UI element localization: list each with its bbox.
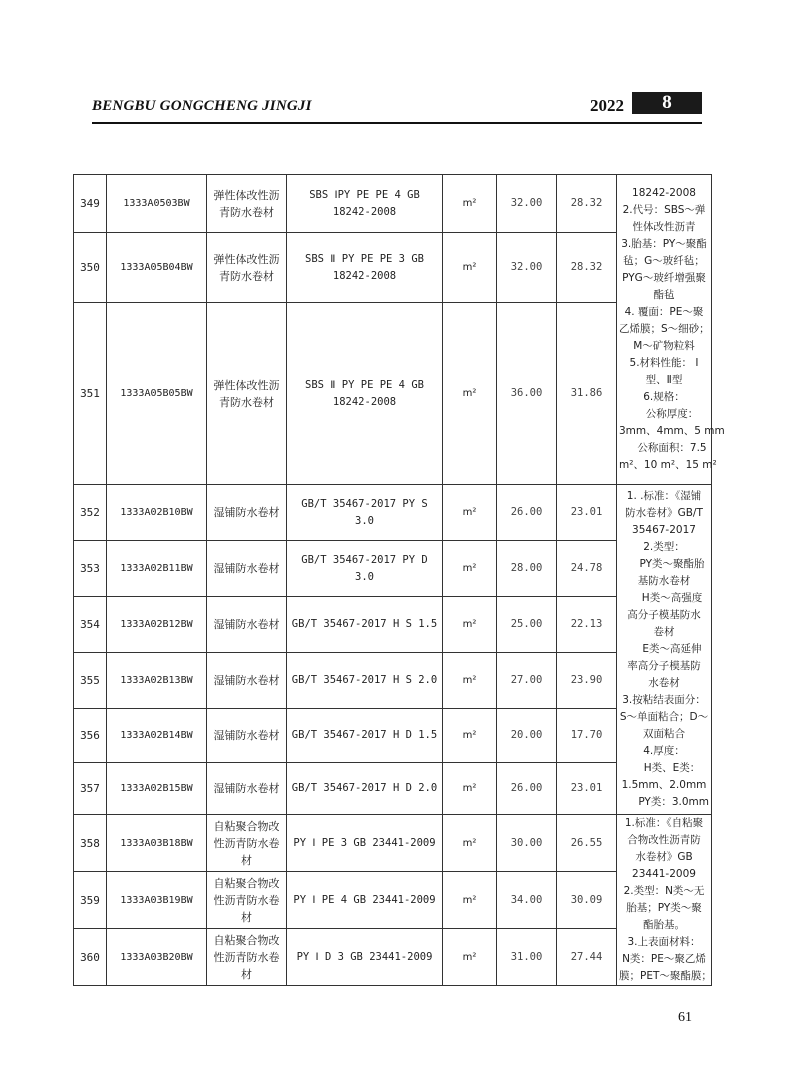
- item-name: 自粘聚合物改性沥青防水卷材: [207, 815, 287, 872]
- item-spec: GB/T 35467-2017 H S 1.5: [287, 597, 443, 653]
- table-row: [74, 175, 712, 233]
- price-excl-tax: 24.78: [557, 541, 617, 597]
- table-row: [74, 653, 712, 709]
- row-number: 354: [74, 597, 107, 653]
- item-spec: GB/T 35467-2017 H D 2.0: [287, 763, 443, 815]
- remark-line: 2.代号：SBS～弹: [622, 204, 706, 216]
- remark-line: H类～高强度: [641, 592, 703, 604]
- item-name: 弹性体改性沥青防水卷材: [207, 303, 287, 485]
- item-code: 1333A03B20BW: [107, 929, 207, 986]
- row-number: 358: [74, 815, 107, 872]
- remarks-sbs: [617, 175, 725, 485]
- item-code: 1333A05B05BW: [107, 303, 207, 485]
- price-incl-tax: 26.00: [497, 485, 557, 541]
- remarks-wet: [617, 485, 712, 815]
- remark-line: S～单面粘合；D～: [619, 711, 709, 723]
- remark-line: 5.材料性能： Ⅰ: [629, 357, 699, 369]
- item-spec: GB/T 35467-2017 PY S 3.0: [287, 485, 443, 541]
- remark-line: 3.上表面材料：: [627, 936, 701, 948]
- unit: m²: [443, 175, 497, 233]
- item-name: 自粘聚合物改性沥青防水卷材: [207, 929, 287, 986]
- table-row: [74, 709, 712, 763]
- item-code: 1333A02B15BW: [107, 763, 207, 815]
- remark-line: 酯胎基。: [643, 919, 685, 931]
- row-number: 355: [74, 653, 107, 709]
- remark-line: M～矿物粒料: [633, 340, 695, 352]
- item-spec: PY Ⅰ PE 3 GB 23441-2009: [287, 815, 443, 872]
- unit: m²: [443, 233, 497, 303]
- remark-line: 防水卷材》GB/T: [625, 507, 703, 519]
- remark-line: 1.5mm、2.0mm: [621, 779, 707, 791]
- item-name: 自粘聚合物改性沥青防水卷材: [207, 872, 287, 929]
- row-number: 357: [74, 763, 107, 815]
- running-header: [92, 92, 702, 122]
- price-incl-tax: 31.00: [497, 929, 557, 986]
- price-incl-tax: 26.00: [497, 763, 557, 815]
- remark-line: 酯毡: [653, 289, 675, 301]
- item-code: 1333A03B19BW: [107, 872, 207, 929]
- unit: m²: [443, 709, 497, 763]
- row-number: 351: [74, 303, 107, 485]
- remark-line: 公称厚度：: [645, 408, 699, 420]
- item-code: 1333A03B18BW: [107, 815, 207, 872]
- table-row: [74, 763, 712, 815]
- unit: m²: [443, 541, 497, 597]
- remark-line: 率高分子模基防: [627, 660, 701, 672]
- item-code: 1333A0503BW: [107, 175, 207, 233]
- row-number: 356: [74, 709, 107, 763]
- item-code: 1333A02B12BW: [107, 597, 207, 653]
- remark-line: 乙烯膜；S～细砂；: [619, 323, 710, 335]
- price-excl-tax: 26.55: [557, 815, 617, 872]
- item-spec: SBS ⅠPY PE PE 4 GB 18242-2008: [287, 175, 443, 233]
- price-excl-tax: 23.01: [557, 485, 617, 541]
- remark-line: 基防水卷材: [637, 575, 691, 587]
- item-spec: GB/T 35467-2017 H D 1.5: [287, 709, 443, 763]
- table-row: [74, 233, 712, 303]
- item-name: 湿铺防水卷材: [207, 485, 287, 541]
- remark-line: 3mm、4mm、5 mm: [619, 425, 725, 437]
- item-name: 湿铺防水卷材: [207, 541, 287, 597]
- remark-line: 23441-2009: [632, 868, 696, 880]
- item-name: 弹性体改性沥青防水卷材: [207, 175, 287, 233]
- remark-line: 3.按粘结表面分：: [622, 694, 706, 706]
- remark-line: m²、10 m²、15 m²: [619, 459, 717, 471]
- remark-line: 高分子模基防水: [627, 609, 701, 621]
- remark-line: 合物改性沥青防: [627, 834, 701, 846]
- row-number: 352: [74, 485, 107, 541]
- remark-line: 水卷材》GB: [635, 851, 693, 863]
- price-incl-tax: 36.00: [497, 303, 557, 485]
- remark-line: H类、E类：: [643, 762, 701, 774]
- item-name: 湿铺防水卷材: [207, 763, 287, 815]
- header-rule: [92, 122, 702, 124]
- remark-line: 3.胎基：PY～聚酯: [621, 238, 707, 250]
- item-code: 1333A02B13BW: [107, 653, 207, 709]
- issue-year: 2022: [590, 96, 624, 115]
- remark-line: 2.类型：N类～无: [623, 885, 705, 897]
- unit: m²: [443, 763, 497, 815]
- remark-line: 性体改性沥青: [632, 221, 696, 233]
- item-code: 1333A02B14BW: [107, 709, 207, 763]
- item-code: 1333A05B04BW: [107, 233, 207, 303]
- item-spec: PY Ⅰ PE 4 GB 23441-2009: [287, 872, 443, 929]
- remark-line: 4.厚度：: [643, 745, 685, 757]
- remark-line: 型、Ⅱ型: [645, 374, 683, 386]
- item-spec: SBS Ⅱ PY PE PE 4 GB 18242-2008: [287, 303, 443, 485]
- table-row: [74, 541, 712, 597]
- price-excl-tax: 27.44: [557, 929, 617, 986]
- issue-number-badge: 8: [632, 92, 702, 114]
- item-spec: GB/T 35467-2017 PY D 3.0: [287, 541, 443, 597]
- item-name: 湿铺防水卷材: [207, 709, 287, 763]
- item-spec: SBS Ⅱ PY PE PE 3 GB 18242-2008: [287, 233, 443, 303]
- price-incl-tax: 20.00: [497, 709, 557, 763]
- price-incl-tax: 28.00: [497, 541, 557, 597]
- unit: m²: [443, 597, 497, 653]
- remark-line: 1. .标准：《湿铺: [626, 490, 702, 502]
- remark-line: 4. 覆面：PE～聚: [624, 306, 704, 318]
- price-excl-tax: 17.70: [557, 709, 617, 763]
- remark-line: 2.类型：: [643, 541, 685, 553]
- price-table: [73, 174, 725, 986]
- unit: m²: [443, 929, 497, 986]
- price-incl-tax: 32.00: [497, 233, 557, 303]
- row-number: 353: [74, 541, 107, 597]
- price-excl-tax: 28.32: [557, 175, 617, 233]
- remark-line: 1.标准：《自粘聚: [624, 817, 704, 829]
- remark-line: 18242-2008: [632, 187, 696, 199]
- table-row: [74, 597, 712, 653]
- remark-line: N类：PE～聚乙烯: [622, 953, 706, 965]
- price-excl-tax: 31.86: [557, 303, 617, 485]
- row-number: 360: [74, 929, 107, 986]
- remark-line: 卷材: [653, 626, 675, 638]
- row-number: 349: [74, 175, 107, 233]
- price-incl-tax: 27.00: [497, 653, 557, 709]
- item-name: 湿铺防水卷材: [207, 653, 287, 709]
- remark-line: E类～高延伸: [642, 643, 702, 655]
- remark-line: 膜；PET～聚酯膜；: [619, 970, 712, 982]
- remarks-self: [617, 815, 712, 986]
- item-spec: PY Ⅰ D 3 GB 23441-2009: [287, 929, 443, 986]
- price-excl-tax: 30.09: [557, 872, 617, 929]
- item-code: 1333A02B10BW: [107, 485, 207, 541]
- item-spec: GB/T 35467-2017 H S 2.0: [287, 653, 443, 709]
- remark-line: 双面粘合: [643, 728, 685, 740]
- item-code: 1333A02B11BW: [107, 541, 207, 597]
- table-row: [74, 303, 712, 485]
- unit: m²: [443, 303, 497, 485]
- table-row: [74, 872, 712, 929]
- table-row: [74, 485, 712, 541]
- price-incl-tax: 34.00: [497, 872, 557, 929]
- unit: m²: [443, 815, 497, 872]
- item-name: 弹性体改性沥青防水卷材: [207, 233, 287, 303]
- price-excl-tax: 22.13: [557, 597, 617, 653]
- remark-line: 6.规格：: [643, 391, 685, 403]
- item-name: 湿铺防水卷材: [207, 597, 287, 653]
- unit: m²: [443, 485, 497, 541]
- remark-line: 35467-2017: [632, 524, 696, 536]
- price-excl-tax: 28.32: [557, 233, 617, 303]
- page-number: 61: [678, 1010, 692, 1025]
- price-excl-tax: 23.90: [557, 653, 617, 709]
- remark-line: 毡；G～玻纤毡；: [623, 255, 705, 267]
- remark-line: 水卷材: [648, 677, 680, 689]
- price-incl-tax: 25.00: [497, 597, 557, 653]
- table-row: [74, 815, 712, 872]
- price-incl-tax: 30.00: [497, 815, 557, 872]
- price-excl-tax: 23.01: [557, 763, 617, 815]
- unit: m²: [443, 653, 497, 709]
- remark-line: PY类～聚酯胎: [639, 558, 705, 570]
- journal-title: BENGBU GONGCHENG JINGJI: [92, 98, 312, 114]
- remark-line: 公称面积：7.5: [637, 442, 707, 454]
- row-number: 359: [74, 872, 107, 929]
- remark-line: PY类：3.0mm: [638, 796, 709, 808]
- price-incl-tax: 32.00: [497, 175, 557, 233]
- row-number: 350: [74, 233, 107, 303]
- unit: m²: [443, 872, 497, 929]
- remark-line: 胎基；PY类～聚: [626, 902, 702, 914]
- table-row: [74, 929, 712, 986]
- remark-line: PYG～玻纤增强聚: [622, 272, 706, 284]
